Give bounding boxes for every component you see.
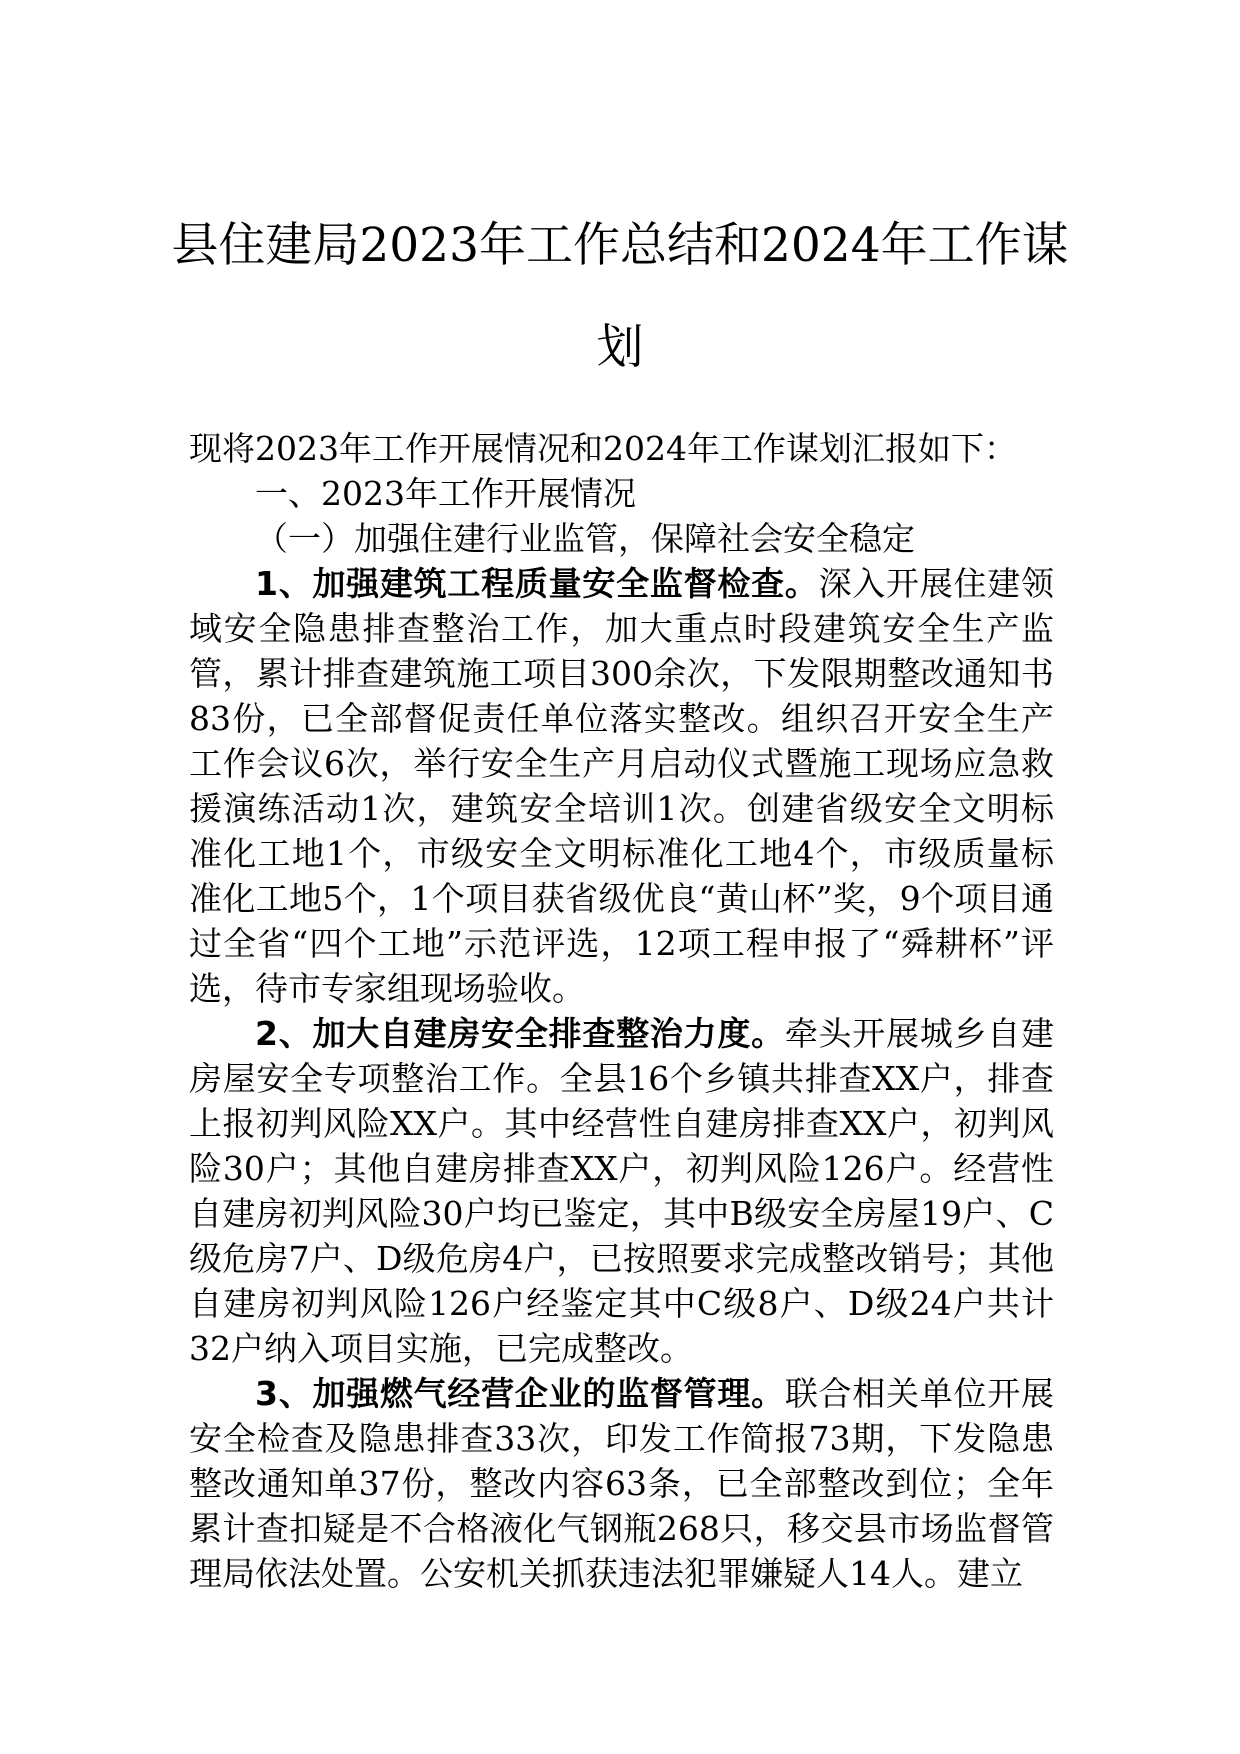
intro-paragraph: 现将2023年工作开展情况和2024年工作谋划汇报如下： [189,429,1017,468]
item-lead-3: 3、加强燃气经营企业的监督管理。 [255,1374,785,1413]
item-lead-2: 2、加大自建房安全排查整治力度。 [255,1014,785,1053]
item-paragraph-3 [189,1371,1054,1596]
item-text-2: 牵头开展城乡自建房屋安全专项整治工作。全县16个乡镇共排查XX户，排查上报初判风险XX户。其中经营性自建房排查XX户，初判风险30户；其他自建房排查XX户，初判风险126户。经营性自建房初判风险30户均已鉴定，其中B级安全房屋19户、C级危房7户、D级危房4户，已按照要求完成整改销号；其他自建房初判风险126户经鉴定其中C级8户、D级24户共计32户纳入项目实施，已完成整改。 [189,1014,1054,1368]
document-title: 县住建局2023年工作总结和2024年工作谋划 [171,218,1069,375]
section-heading: 一、2023年工作开展情况 [255,474,636,513]
item-text-3: 联合相关单位开展安全检查及隐患排查33次，印发工作简报73期，下发隐患整改通知单37份，整改内容63条，已全部整改到位；全年累计查扣疑是不合格液化气钢瓶268只，移交县市场监督管理局依法处置。公安机关抓获违法犯罪嫌疑人14人。建立 [189,1374,1054,1593]
item-lead-1: 1、加强建筑工程质量安全监督检查。 [255,564,819,603]
item-paragraph-2 [189,1011,1054,1371]
item-paragraph-1 [189,561,1054,1011]
subsection-heading: （一）加强住建行业监管，保障社会安全稳定 [255,519,915,558]
item-text-1: 深入开展住建领域安全隐患排查整治工作，加大重点时段建筑安全生产监管，累计排查建筑施工项目300余次，下发限期整改通知书83份，已全部督促责任单位落实整改。组织召开安全生产工作会议6次，举行安全生产月启动仪式暨施工现场应急救援演练活动1次，建筑安全培训1次。创建省级安全文明标准化工地1个，市级安全文明标准化工地4个，市级质量标准化工地5个，1个项目获省级优良“黄山杯”奖，9个项目通过全省“四个工地”示范评选，12项工程申报了“舜耕杯”评选，待市专家组现场验收。 [189,564,1055,1008]
document-body [189,426,1054,1596]
